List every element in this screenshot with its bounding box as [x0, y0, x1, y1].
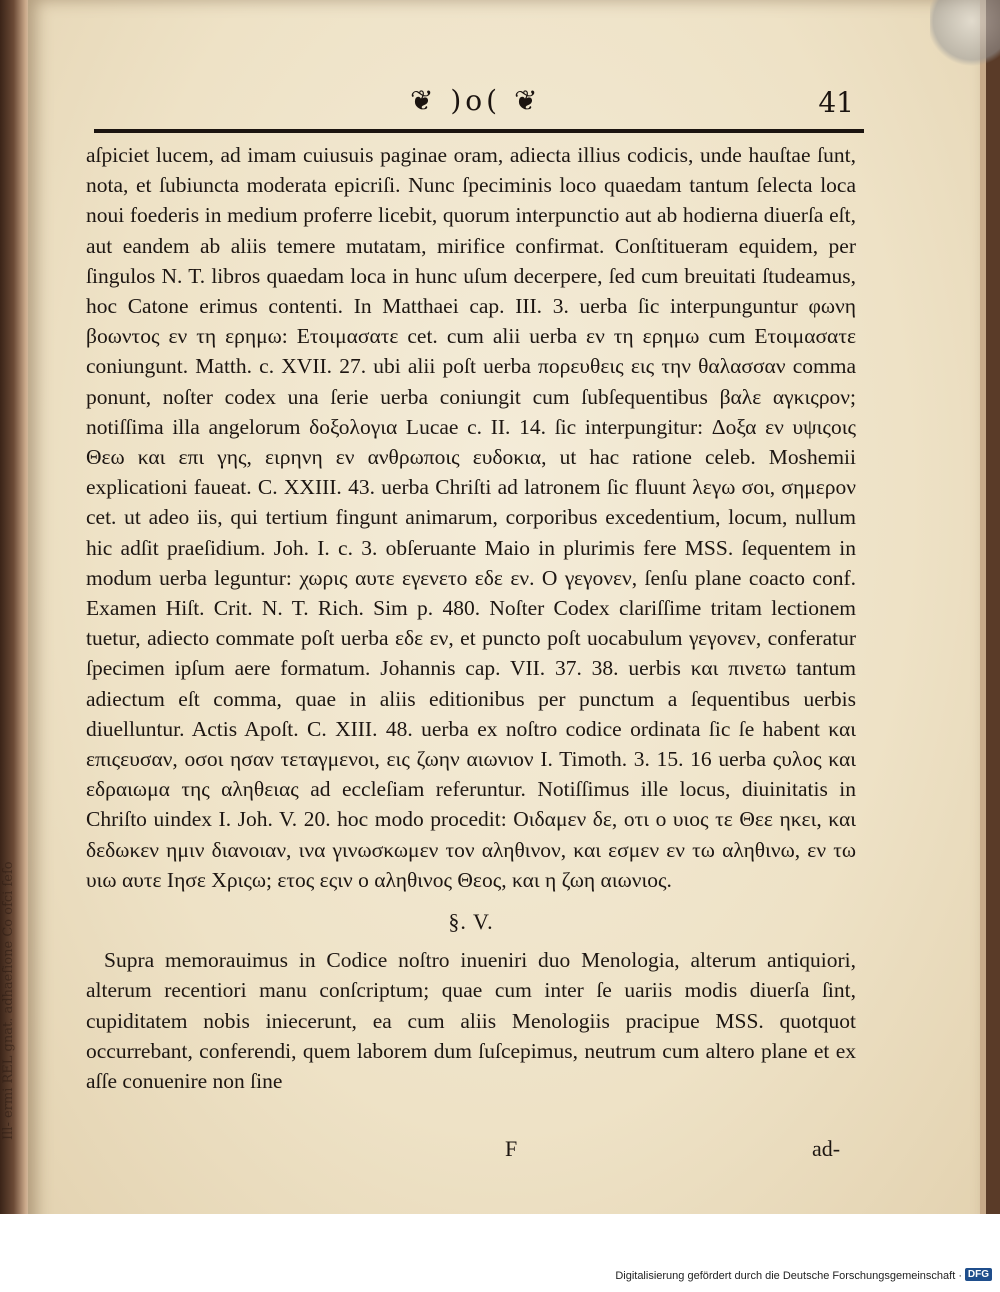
page-clip: [930, 0, 1000, 70]
catchword: ad-: [812, 1136, 841, 1161]
signature-mark: F: [505, 1136, 518, 1161]
dfg-logo: DFG: [965, 1268, 992, 1281]
paragraph-1: aſpiciet lucem, ad imam cuiusuis paginae oram, adiecta illius codicis, unde hauſtae ſunt, nota, et ſubiuncta moderata epicriſi. Nunc ſpeciminis loco quaedam tantum ſelecta loca noui foederis in medium proferre licebit, quorum interpunctio aut ab hodierna diuerſa eſt, aut eandem ab aliis temere mutatam, mirifice confirmat. Conſtitueram equidem, per ſingulos N. T. libros quaedam loca in hunc uſum decerpere, ſed cum breuitati ſtudeamus, hoc Catone erimus contenti. In Matthaei cap. III. 3. uerba ſic interpunguntur φωνη βοωντος εν τη ερημω: Ετοιμασατε cet. cum alii uerba εν τη ερημω cum Ετοιμασατε coniungunt. Matth. c. XVII. 27. ubi alii poſt uerba πορευθεις εις την θαλασσαν comma ponunt, noſter codex una ſerie uerba coniungit cum ſubſequentibus βαλε αγκιςρον; notiſſima illa angelorum δοξολογια Lucae c. II. 14. ſic interpungitur: Δοξα εν υψιςοις Θεω και επι γης, ειρηνη εν ανθρωποις ευδοκια, ut hac ratione celeb. Moshemii explicationi faueat. C. XXIII. 43. uerba Chriſti ad latronem ſic fluunt λεγω σοι, σημερον cet. ut adeo iis, qui tertium fingunt animarum, corporibus excedentium, locum, nullum hic adſit praeſidium. Joh. I. c. 3. obſeruante Maio in plurimis fere MSS. ſequentem in modum uerba leguntur: χωρις αυτε εγενετο εδε εν. Ο γεγονεν, ſenſu plane coacto conf. Examen Hiſt. Crit. N. T. Rich. Sim p. 480. Noſter Codex clariſſime tritam lectionem tuetur, adiecto commate poſt uerba εδε εν, et puncto poſt uocabulum γεγονεν, conferatur ſpecimen ipſum aere formatum. Johannis cap. VII. 37. 38. uerbis και πινετω tantum adiectum eſt comma, quae in aliis editionibus per punctum a ſequentibus uerbis diuelluntur. Actis Apoſt. C. XIII. 48. uerba ex noſtro codice ordinata ſic ſe habent και επιςευσαν, οσοι ησαν τεταγμενοι, εις ζωην αιωνιον I. Timoth. 3. 15. 16 uerba ςυλος και εδραιωμα της αληθειας ad eccleſiam referuntur. Notiſſimus ille locus, diuinitatis in Chriſto uindex I. Joh. V. 20. hoc modo procedit: Οιδαμεν δε, οτι ο υιος τε Θεε ηκει, και δεδωκεν ημιν διανοιαν, ινα γινωσκωμεν τον αληθινον, και εσμεν εν τω αληθινω, εν τω υιω αυτε Ιησε Χριςω; ετος εςιν ο αληθινος Θεος, και η ζωη αιωνιος.: [86, 143, 856, 892]
binding-text-fragments: Ill- ermi REL gnat. adhaeſione Co ofci ſeſo: [1, 861, 16, 1140]
running-header: [94, 80, 864, 124]
header-ornament: ❦ )o( ❦: [410, 84, 542, 117]
paragraph-2: Supra memorauimus in Codice noſtro inueniri duo Menologia, alterum antiquiori, alterum recentiori manu conſcriptum; quae cum inter ſe uariis modis diuerſa ſint, cupiditatem nobis iniecerunt, ea cum aliis Menologiis pracipue MSS. quotquot occurrebant, conferendi, quem laborem dum ſuſcepimus, neutrum cum altero plane et ex aſſe conuenire non ſine: [86, 948, 856, 1094]
header-rule: [94, 129, 864, 133]
page-body-text: [86, 140, 856, 1096]
page-number: 41: [818, 86, 854, 119]
funding-credit: Digitalisierung gefördert durch die Deutsche Forschungsgemeinschaft ·: [615, 1270, 962, 1282]
section-heading: §. V.: [448, 909, 494, 935]
